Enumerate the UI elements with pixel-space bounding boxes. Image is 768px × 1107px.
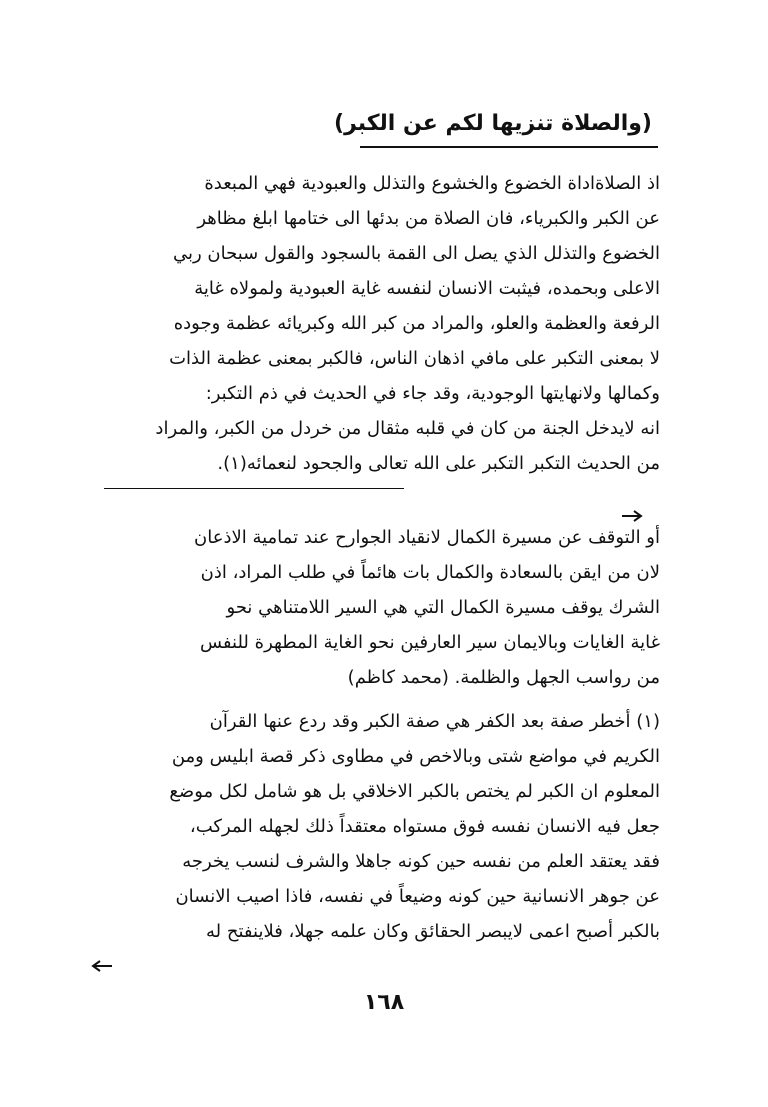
footnote-line: المعلوم ان الكبر لم يختص بالكبر الاخلاقي بل هو شامل لكل موضع [169, 781, 660, 802]
footnote-line: أو التوقف عن مسيرة الكمال لانقياد الجوارح عند تمامية الاذعان [194, 527, 660, 548]
main-text-line: الخضوع والتذلل الذي يصل الى القمة بالسجود والقول سبحان ربي [172, 243, 660, 264]
main-text-line: لا بمعنى التكبر على مافي اذهان الناس، فالكبر بمعنى عظمة الذات [169, 348, 660, 369]
footnote-line: عن جوهر الانسانية حين كونه وضيعاً في نفسه، فاذا اصيب الانسان [175, 886, 660, 907]
footnote-line: من رواسب الجهل والظلمة. (محمد كاظم) [347, 667, 660, 688]
main-text-line: من الحديث التكبر التكبر على الله تعالى والجحود لنعمائه(١). [217, 453, 660, 474]
footnote-line: غاية الغايات وبالايمان سير العارفين نحو الغاية المطهرة للنفس [199, 632, 660, 653]
main-text-line: انه لايدخل الجنة من كان في قلبه مثقال من خردل من الكبر، والمراد [155, 418, 660, 439]
section-heading: (والصلاة تنزيها لكم عن الكبر) [334, 111, 652, 136]
page-number: ١٦٨ [363, 990, 405, 1015]
footnote-line: (١) أخطر صفة بعد الكفر هي صفة الكبر وقد ردع عنها القرآن [209, 711, 660, 732]
footnote-line: الكريم في مواضع شتى وبالاخص في مطاوى ذكر قصة ابليس ومن [171, 746, 660, 767]
footnote-line: بالكبر أصبح اعمى لايبصر الحقائق وكان علمه جهلا، فلاينفتح له [206, 921, 660, 942]
main-text-line: الاعلى وبحمده، فيثبت الانسان لنفسه غاية العبودية ولمولاه غاية [194, 278, 660, 299]
main-text-line: وكمالها ولانهايتها الوجودية، وقد جاء في الحديث في ذم التكبر: [205, 383, 660, 404]
heading-underline [360, 146, 658, 148]
footnote-continuation [100, 520, 660, 695]
main-text-line: اذ الصلاةاداة الخضوع والخشوع والتذلل والعبودية فهي المبعدة [204, 173, 660, 194]
footnote-line: فقد يعتقد العلم من نفسه حين كونه جاهلا والشرف لنسب يخرجه [182, 851, 660, 872]
main-body-text [104, 166, 660, 481]
footnote-1 [100, 704, 660, 949]
footnote-line: لان من ايقن بالسعادة والكمال بات هائماً في طلب المراد، اذن [200, 562, 660, 583]
main-text-line: الرفعة والعظمة والعلو، والمراد من كبر الله وكبريائه عظمة وجوده [173, 313, 660, 334]
footnote-line: جعل فيه الانسان نفسه فوق مستواه معتقداً ذلك لجهله المركب، [189, 816, 660, 837]
footnote-line: الشرك يوقف مسيرة الكمال التي هي السير اللامتناهي نحو [226, 597, 660, 618]
arrow-left-icon [90, 958, 114, 974]
main-text-line: عن الكبر والكبرياء، فان الصلاة من بدئها الى ختامها ابلغ مظاهر [197, 208, 660, 229]
footnote-separator [104, 488, 404, 489]
